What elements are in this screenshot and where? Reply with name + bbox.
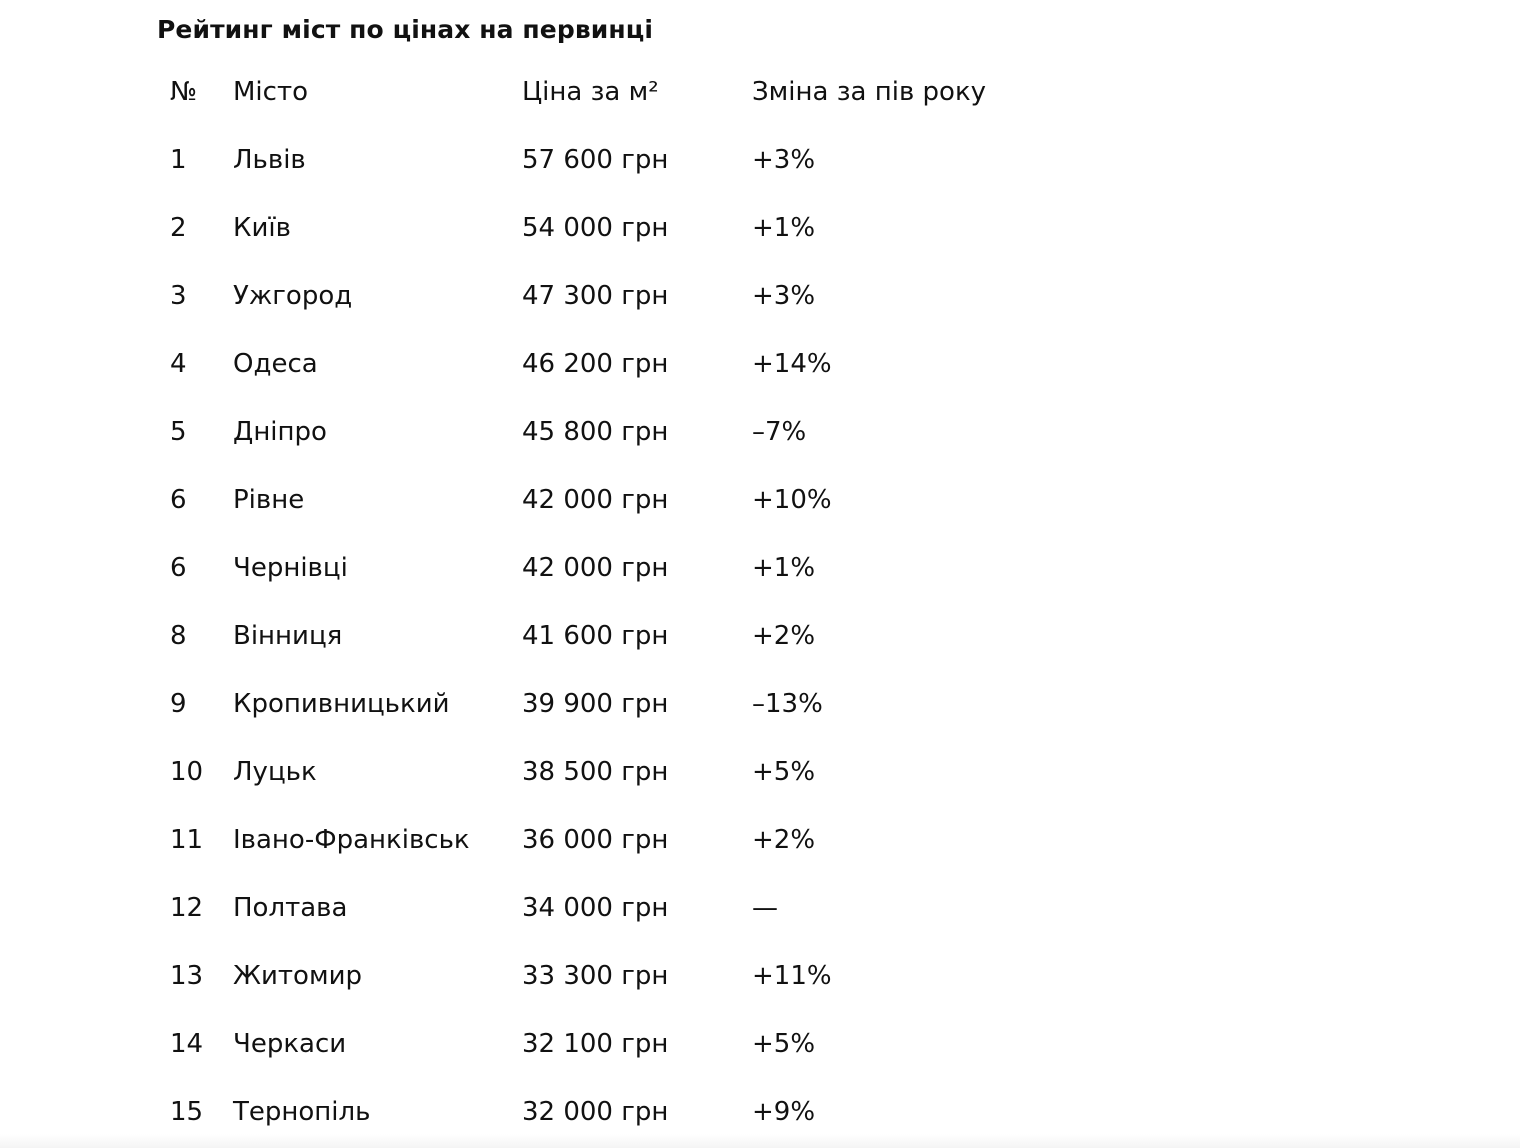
- table-row: [0, 194, 1520, 262]
- table-row: [0, 466, 1520, 534]
- cell-num: 12: [170, 893, 204, 923]
- cell-city: Київ: [233, 213, 291, 243]
- cell-city: Одеса: [233, 349, 318, 379]
- cell-city: Вінниця: [233, 621, 343, 651]
- table-row: [0, 398, 1520, 466]
- header-price: Ціна за м²: [522, 77, 659, 107]
- cell-price: 39 900 грн: [522, 689, 669, 719]
- cell-price: 45 800 грн: [522, 417, 669, 447]
- cell-city: Полтава: [233, 893, 348, 923]
- cell-city: Ужгород: [233, 281, 353, 311]
- table-row: [0, 330, 1520, 398]
- cell-change: +14%: [752, 349, 832, 379]
- cell-num: 6: [170, 553, 187, 583]
- cell-price: 57 600 грн: [522, 145, 669, 175]
- cell-num: 15: [170, 1097, 204, 1127]
- cell-change: +9%: [752, 1097, 816, 1127]
- cell-price: 32 000 грн: [522, 1097, 669, 1127]
- table-row: [0, 534, 1520, 602]
- cell-change: +2%: [752, 825, 816, 855]
- cell-num: 6: [170, 485, 187, 515]
- cell-num: 5: [170, 417, 187, 447]
- table-row: [0, 942, 1520, 1010]
- cell-city: Кропивницький: [233, 689, 450, 719]
- cell-change: –7%: [752, 417, 807, 447]
- bottom-edge-shadow: [0, 1134, 1520, 1148]
- city-price-table: [0, 58, 1520, 1146]
- cell-num: 3: [170, 281, 187, 311]
- cell-num: 1: [170, 145, 187, 175]
- cell-price: 36 000 грн: [522, 825, 669, 855]
- cell-price: 34 000 грн: [522, 893, 669, 923]
- table-header-row: [0, 58, 1520, 126]
- table-row: [0, 670, 1520, 738]
- cell-num: 4: [170, 349, 187, 379]
- cell-city: Львів: [233, 145, 306, 175]
- cell-city: Луцьк: [233, 757, 317, 787]
- cell-price: 42 000 грн: [522, 485, 669, 515]
- cell-city: Тернопіль: [233, 1097, 371, 1127]
- table-title: Рейтинг міст по цінах на первинці: [157, 15, 654, 44]
- cell-num: 2: [170, 213, 187, 243]
- cell-city: Чернівці: [233, 553, 348, 583]
- cell-price: 42 000 грн: [522, 553, 669, 583]
- cell-change: +5%: [752, 1029, 816, 1059]
- table-row: [0, 806, 1520, 874]
- cell-change: –13%: [752, 689, 823, 719]
- cell-city: Івано-Франківськ: [233, 825, 470, 855]
- table-row: [0, 262, 1520, 330]
- cell-price: 38 500 грн: [522, 757, 669, 787]
- cell-city: Рівне: [233, 485, 305, 515]
- cell-num: 13: [170, 961, 204, 991]
- cell-price: 32 100 грн: [522, 1029, 669, 1059]
- cell-num: 9: [170, 689, 187, 719]
- cell-price: 46 200 грн: [522, 349, 669, 379]
- cell-price: 33 300 грн: [522, 961, 669, 991]
- cell-price: 54 000 грн: [522, 213, 669, 243]
- header-num: №: [170, 77, 198, 107]
- cell-change: —: [752, 893, 778, 923]
- cell-change: +3%: [752, 281, 816, 311]
- cell-change: +11%: [752, 961, 832, 991]
- cell-price: 41 600 грн: [522, 621, 669, 651]
- cell-price: 47 300 грн: [522, 281, 669, 311]
- header-change: Зміна за пів року: [752, 77, 987, 107]
- cell-num: 10: [170, 757, 204, 787]
- cell-num: 14: [170, 1029, 204, 1059]
- header-city: Місто: [233, 77, 309, 107]
- cell-num: 11: [170, 825, 204, 855]
- cell-num: 8: [170, 621, 187, 651]
- cell-change: +1%: [752, 213, 816, 243]
- cell-change: +2%: [752, 621, 816, 651]
- cell-city: Дніпро: [233, 417, 327, 447]
- table-row: [0, 126, 1520, 194]
- cell-city: Житомир: [233, 961, 362, 991]
- cell-city: Черкаси: [233, 1029, 347, 1059]
- table-row: [0, 738, 1520, 806]
- cell-change: +10%: [752, 485, 832, 515]
- cell-change: +5%: [752, 757, 816, 787]
- cell-change: +1%: [752, 553, 816, 583]
- cell-change: +3%: [752, 145, 816, 175]
- table-row: [0, 602, 1520, 670]
- table-row: [0, 1010, 1520, 1078]
- table-row: [0, 874, 1520, 942]
